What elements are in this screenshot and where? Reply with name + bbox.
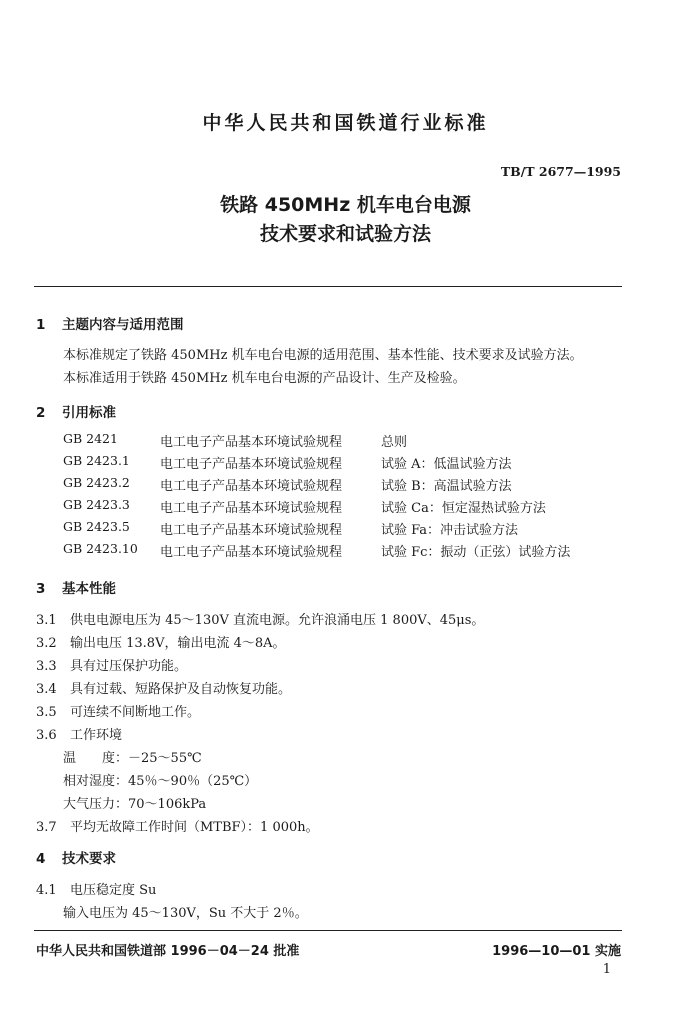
section-1-para1: 本标准规定了铁路 450MHz 机车电台电源的适用范围、基本性能、技术要求及试验方法。 xyxy=(63,348,583,363)
reference-name: 电工电子产品基本环境试验规程 xyxy=(160,501,343,516)
clause-item xyxy=(36,879,156,898)
effective-date: 1996—10—01 实施 xyxy=(492,944,621,959)
section-1-para2: 本标准适用于铁路 450MHz 机车电台电源的产品设计、生产及检验。 xyxy=(63,371,466,386)
section-title: 主题内容与适用范围 xyxy=(62,317,184,333)
clause-text: 输出电压 13.8V，输出电流 4～8A。 xyxy=(70,636,286,651)
section-3-heading xyxy=(36,577,116,597)
standard-body-title: 中华人民共和国铁道行业标准 xyxy=(202,112,489,134)
clause-item xyxy=(36,609,484,628)
reference-part: 试验 B：高温试验方法 xyxy=(381,479,512,494)
clause-text: 输入电压为 45～130V，Su 不大于 2％。 xyxy=(63,906,308,921)
section-number: 1 xyxy=(36,317,46,333)
clause-text: 具有过载、短路保护及自动恢复功能。 xyxy=(70,682,292,697)
doc-title-line2: 技术要求和试验方法 xyxy=(259,223,431,245)
reference-part: 试验 Fc：振动（正弦）试验方法 xyxy=(381,545,571,560)
clause-item xyxy=(36,678,291,697)
clause-number: 3.4 xyxy=(36,682,57,697)
reference-name: 电工电子产品基本环境试验规程 xyxy=(160,545,343,560)
section-4-heading xyxy=(36,847,116,867)
section-2-heading xyxy=(36,401,116,421)
reference-name: 电工电子产品基本环境试验规程 xyxy=(160,457,343,472)
clause-text: 具有过压保护功能。 xyxy=(70,659,188,674)
reference-part: 试验 Fa：冲击试验方法 xyxy=(381,523,519,538)
reference-code: GB 2421 xyxy=(63,431,118,446)
section-number: 2 xyxy=(36,405,46,421)
reference-code: GB 2423.3 xyxy=(63,497,130,512)
section-1-heading xyxy=(36,313,184,333)
footer-rule xyxy=(34,930,622,931)
clause-item xyxy=(36,724,122,743)
section-number: 4 xyxy=(36,851,46,867)
reference-part: 总则 xyxy=(381,435,408,450)
standard-code: TB/T 2677—1995 xyxy=(500,164,621,179)
clause-number: 3.5 xyxy=(36,705,57,720)
clause-number: 3.3 xyxy=(36,659,57,674)
clause-item xyxy=(36,632,286,651)
env-humidity: 相对湿度：45％～90％（25℃） xyxy=(63,774,258,789)
clause-text: 可连续不间断地工作。 xyxy=(70,705,201,720)
section-title: 技术要求 xyxy=(62,851,116,867)
clause-text: 工作环境 xyxy=(70,728,123,743)
section-title: 基本性能 xyxy=(62,581,116,597)
reference-code: GB 2423.2 xyxy=(63,475,130,490)
reference-name: 电工电子产品基本环境试验规程 xyxy=(160,435,343,450)
issuer-line: 中华人民共和国铁道部 1996－04－24 批准 xyxy=(36,944,300,959)
reference-part: 试验 A：低温试验方法 xyxy=(381,457,512,472)
reference-name: 电工电子产品基本环境试验规程 xyxy=(160,523,343,538)
clause-title: 电压稳定度 Su xyxy=(70,883,157,898)
clause-item xyxy=(36,655,187,674)
reference-code: GB 2423.10 xyxy=(63,541,138,556)
section-title: 引用标准 xyxy=(62,405,116,421)
page-number: 1 xyxy=(602,962,611,977)
header-rule xyxy=(34,286,622,287)
clause-number: 3.7 xyxy=(36,820,57,835)
section-number: 3 xyxy=(36,581,46,597)
env-pressure: 大气压力：70～106kPa xyxy=(63,797,207,812)
doc-title-line1: 铁路 450MHz 机车电台电源 xyxy=(220,194,471,216)
clause-number: 3.1 xyxy=(36,613,57,628)
clause-number: 4.1 xyxy=(36,883,57,898)
env-temperature: 温 度：－25～55℃ xyxy=(63,751,202,766)
clause-number: 3.2 xyxy=(36,636,57,651)
clause-item xyxy=(36,816,319,835)
clause-text: 平均无故障工作时间（MTBF）：1 000h。 xyxy=(70,820,319,835)
clause-text: 供电电源电压为 45～130V 直流电源。允许浪涌电压 1 800V、45μs。 xyxy=(70,613,485,628)
reference-code: GB 2423.1 xyxy=(63,453,130,468)
clause-item xyxy=(36,701,200,720)
reference-code: GB 2423.5 xyxy=(63,519,130,534)
clause-number: 3.6 xyxy=(36,728,57,743)
reference-part: 试验 Ca：恒定湿热试验方法 xyxy=(381,501,546,516)
reference-name: 电工电子产品基本环境试验规程 xyxy=(160,479,343,494)
